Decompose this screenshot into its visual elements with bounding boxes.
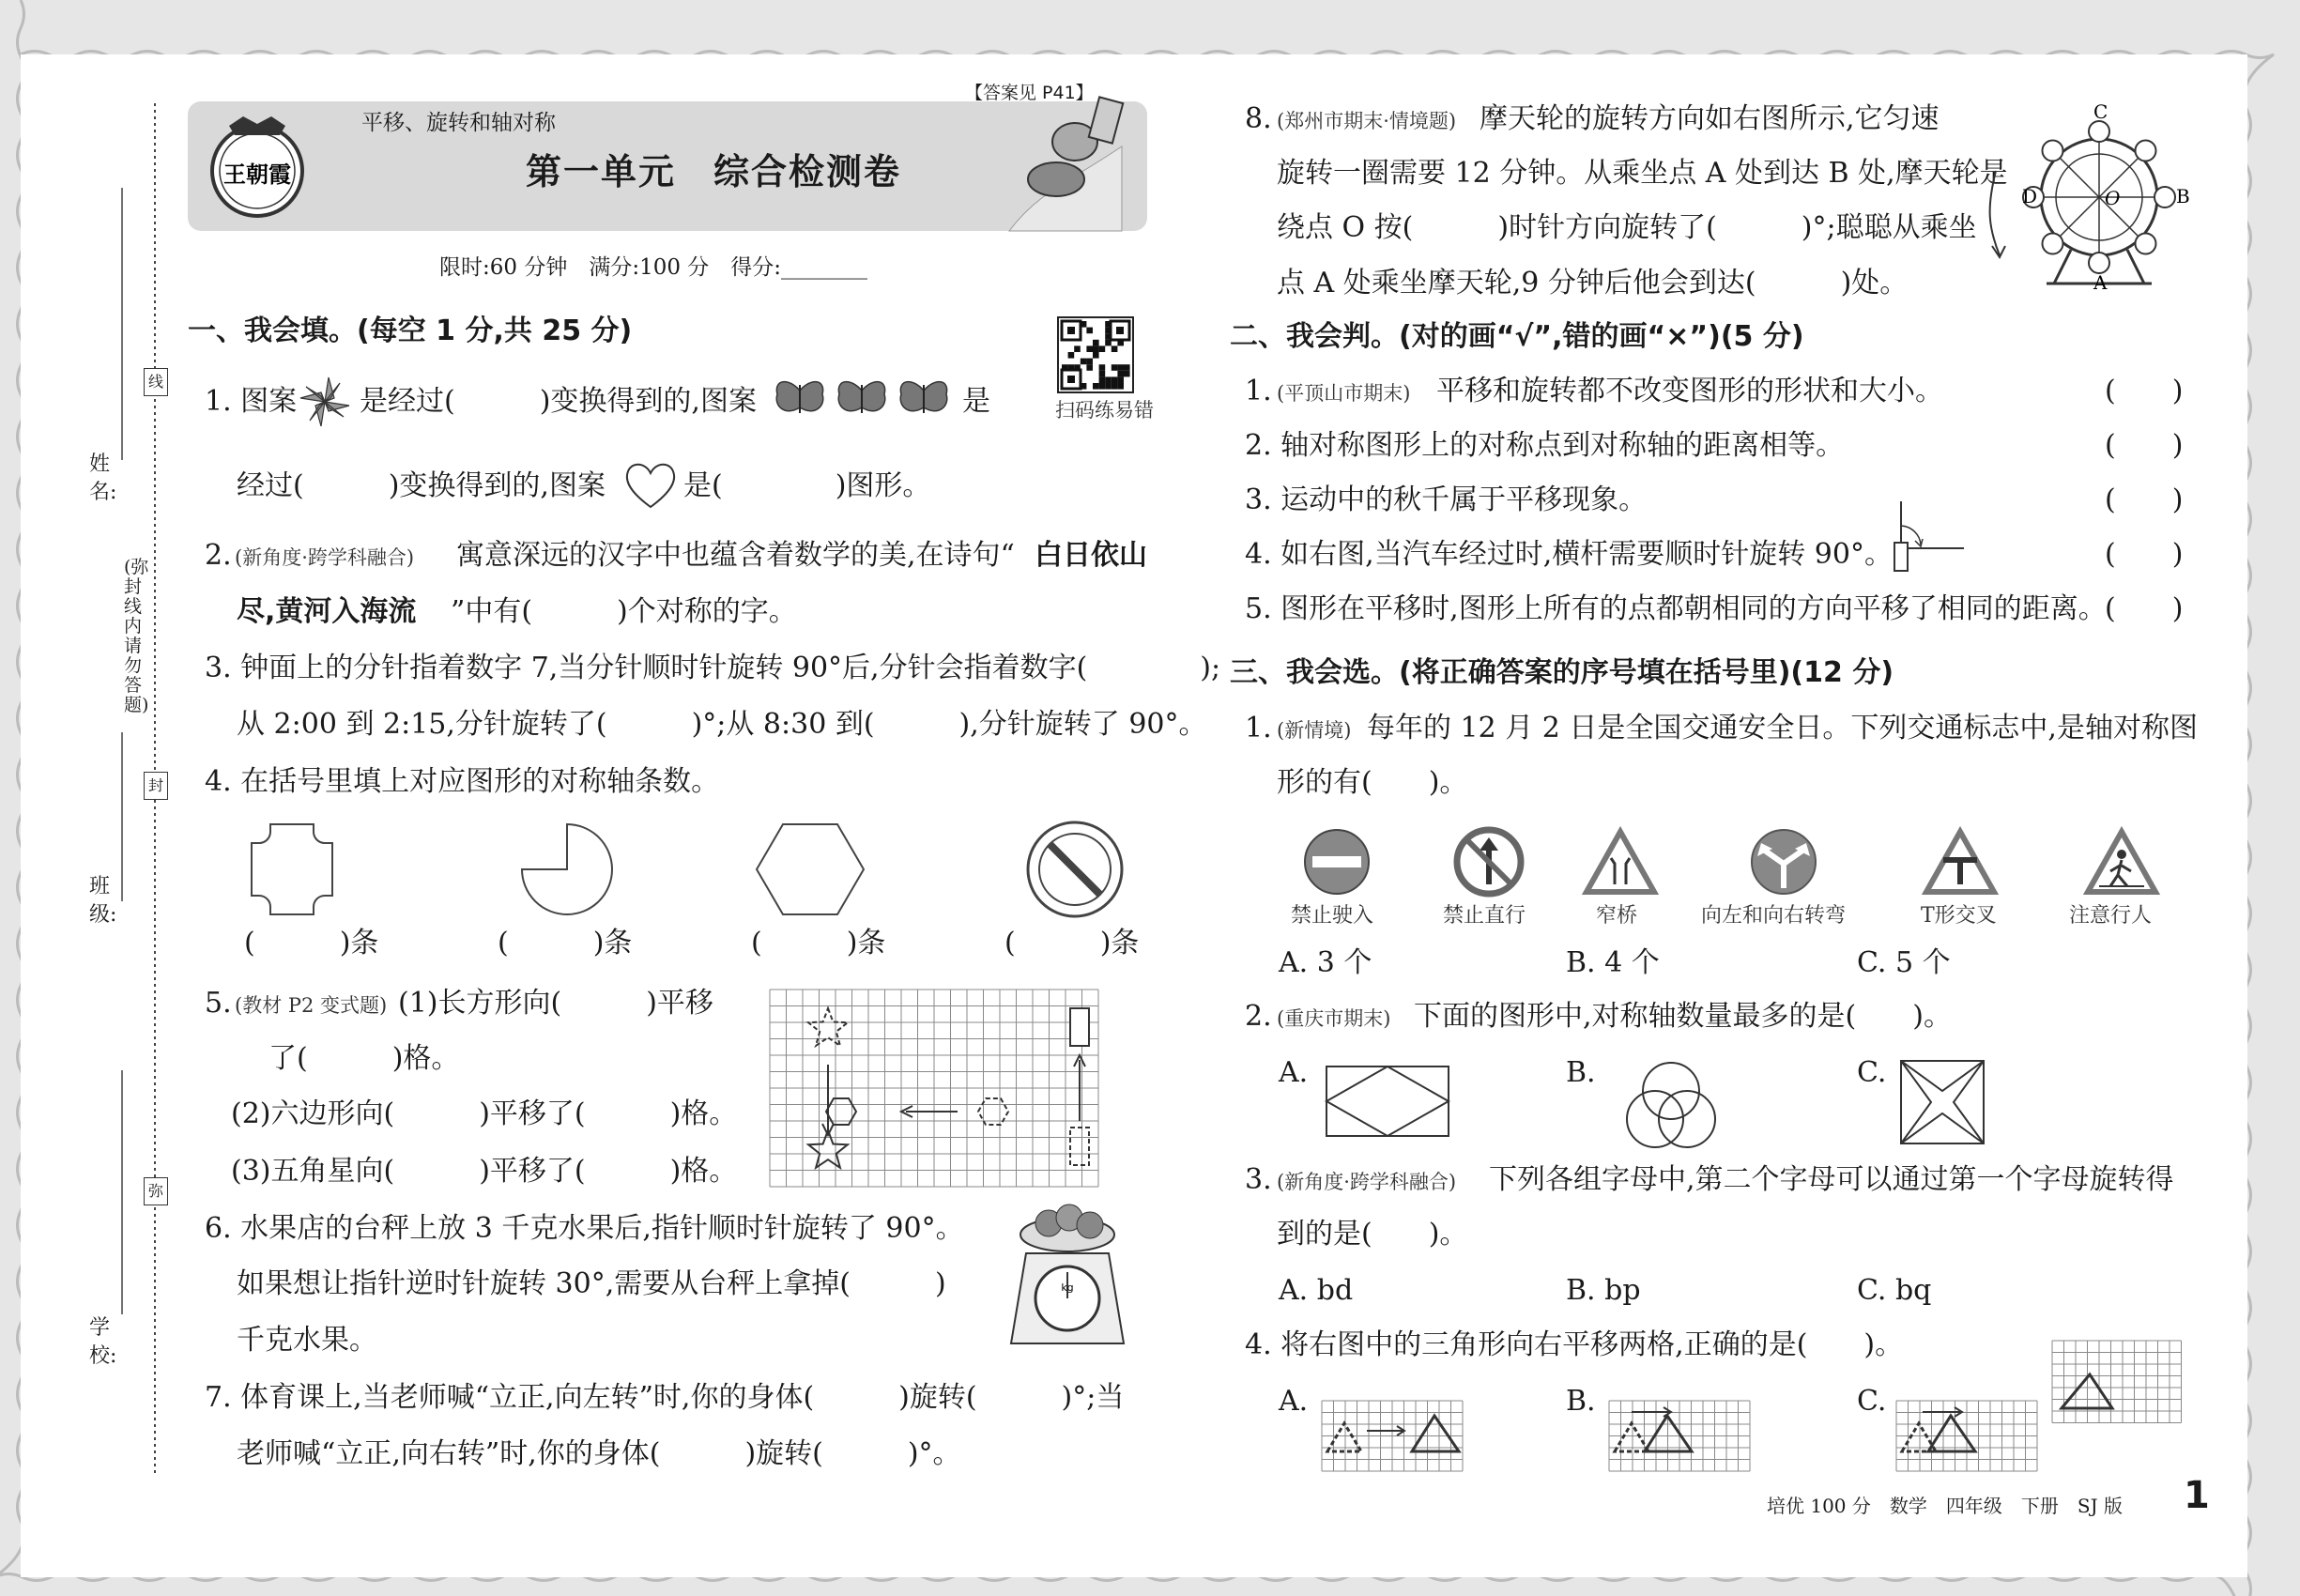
q6-line2: 如果想让指针逆时针旋转 30°,需要从台秤上拿掉( ) bbox=[237, 1267, 946, 1300]
q6-line3: 千克水果。 bbox=[237, 1324, 377, 1357]
class-label: 班级: bbox=[89, 875, 117, 927]
sec1-title: 一、我会填。(每空 1 分,共 25 分) bbox=[188, 315, 633, 347]
hexagon-shape bbox=[757, 824, 864, 914]
octagon-shape bbox=[252, 824, 332, 914]
sign-t-junction bbox=[1926, 832, 1994, 892]
sign-label-2: 禁止直行 bbox=[1443, 904, 1526, 928]
q8-line3: 绕点 O 按( )时针方向旋转了( )°;聪聪从乘坐 bbox=[1277, 211, 1977, 244]
j3-text: 3. 运动中的秋千属于平移现象。 bbox=[1245, 483, 1648, 516]
sec2-title: 二、我会判。(对的画“√”,错的画“×”)(5 分) bbox=[1230, 320, 1804, 353]
rect-rhombus-figure bbox=[1326, 1067, 1449, 1136]
q5-part3: (3)五角星向( )平移了( )格。 bbox=[231, 1155, 738, 1188]
svg-text:王朝霞: 王朝霞 bbox=[223, 161, 291, 188]
wheel-label-a: A bbox=[2093, 271, 2108, 294]
j1-num: 1. bbox=[1245, 375, 1272, 407]
scale-unit: kg bbox=[1061, 1281, 1074, 1294]
school-label: 学校: bbox=[89, 1316, 117, 1368]
q1-text-a: 1. 图案 bbox=[205, 385, 298, 418]
q5-part2: (2)六边形向( )平移了( )格。 bbox=[231, 1097, 738, 1130]
c2-num: 2. bbox=[1245, 1000, 1272, 1033]
q8-num: 8. bbox=[1245, 102, 1272, 135]
wheel-label-o: O bbox=[2105, 187, 2121, 209]
square-star-figure bbox=[1901, 1061, 1984, 1143]
j5-answer[interactable]: ( ) bbox=[2105, 592, 2184, 625]
c1-option-c[interactable]: C. 5 个 bbox=[1857, 946, 1951, 979]
seal-seal-box: 封 bbox=[144, 772, 168, 800]
c3-num: 3. bbox=[1245, 1163, 1272, 1196]
c1-num: 1. bbox=[1245, 712, 1272, 744]
c2-figures bbox=[1319, 1053, 2183, 1157]
q2-poem-2: 尽,黄河入海流 bbox=[237, 595, 417, 628]
sign-turn-left-right bbox=[1752, 830, 1816, 894]
c4-option-grids bbox=[1322, 1374, 2223, 1478]
fruit-scale-icon bbox=[1007, 1206, 1129, 1347]
c2-tag: (重庆市期末) bbox=[1277, 1007, 1391, 1030]
q3-line2: 从 2:00 到 2:15,分针旋转了( )°;从 8:30 到( ),分针旋转了 90°。 bbox=[237, 708, 1207, 741]
q2-num: 2. bbox=[205, 539, 232, 572]
q4-blank-4[interactable]: ( )条 bbox=[1004, 927, 1140, 959]
no-entry-circle-shape bbox=[1028, 822, 1122, 916]
j4-answer[interactable]: ( ) bbox=[2105, 538, 2184, 571]
j2-text: 2. 轴对称图形上的对称点到对称轴的距离相等。 bbox=[1245, 429, 1845, 462]
c2-option-c[interactable]: C. bbox=[1857, 1056, 1887, 1089]
header-topic: 平移、旋转和轴对称 bbox=[361, 111, 556, 135]
sign-pedestrian bbox=[2088, 832, 2155, 892]
sign-narrow-bridge bbox=[1587, 832, 1654, 892]
exam-limits: 限时:60 分钟 满分:100 分 得分:________ bbox=[439, 255, 868, 280]
q7-line2: 老师喊“立正,向右转”时,你的身体( )旋转( )°。 bbox=[237, 1437, 961, 1470]
q1-text-b: 是经过( )变换得到的,图案 bbox=[360, 385, 757, 418]
sign-label-3: 窄桥 bbox=[1596, 904, 1638, 928]
c4-option-b[interactable]: B. bbox=[1566, 1385, 1596, 1418]
q5-tag: (教材 P2 变式题) bbox=[235, 994, 388, 1017]
qr-caption: 扫码练易错 bbox=[1055, 399, 1154, 422]
ferris-wheel-figure bbox=[1968, 100, 2193, 294]
c2-text: 下面的图形中,对称轴数量最多的是( )。 bbox=[1414, 1000, 1952, 1033]
wheel-label-c: C bbox=[2093, 100, 2108, 123]
wheel-label-b: B bbox=[2176, 185, 2190, 207]
butterflies-icon bbox=[772, 374, 959, 430]
sign-label-1: 禁止驶入 bbox=[1291, 904, 1374, 928]
answer-ref: 【答案见 P41】 bbox=[965, 83, 1094, 103]
c3-option-b[interactable]: B. bp bbox=[1566, 1274, 1641, 1307]
q2-text-end: ”中有( )个对称的字。 bbox=[451, 595, 797, 628]
c1-option-a[interactable]: A. 3 个 bbox=[1279, 946, 1372, 979]
name-label: 姓名: bbox=[89, 453, 117, 504]
q4-blank-3[interactable]: ( )条 bbox=[751, 927, 886, 959]
q8-line2: 旋转一圈需要 12 分钟。从乘坐点 A 处到达 B 处,摩天轮是 bbox=[1277, 157, 2008, 190]
c4-option-a[interactable]: A. bbox=[1279, 1385, 1309, 1418]
j4-text: 4. 如右图,当汽车经过时,横杆需要顺时针旋转 90°。 bbox=[1245, 538, 1893, 571]
q5-part1-end: 了( )格。 bbox=[268, 1042, 460, 1075]
heart-icon bbox=[622, 460, 679, 511]
c3-option-c[interactable]: C. bq bbox=[1857, 1274, 1932, 1307]
mascot-illustration bbox=[1000, 90, 1131, 231]
c4-text: 4. 将右图中的三角形向右平移两格,正确的是( )。 bbox=[1245, 1328, 1904, 1361]
c1-text-2: 形的有( )。 bbox=[1277, 766, 1468, 799]
wheel-label-d: D bbox=[2022, 185, 2038, 207]
q5-part1: (1)长方形向( )平移 bbox=[398, 987, 713, 1020]
q3-line1: 3. 钟面上的分针指着数字 7,当分针顺时针旋转 90°后,分针会指着数字( ); bbox=[205, 652, 1221, 684]
unit-title: 第一单元 综合检测卷 bbox=[526, 151, 902, 192]
q5-num: 5. bbox=[205, 987, 232, 1020]
brand-logo bbox=[201, 113, 314, 225]
page-number: 1 bbox=[2184, 1474, 2210, 1517]
sec3-title: 三、我会选。(将正确答案的序号填在括号里)(12 分) bbox=[1230, 656, 1894, 689]
q5-grid-figure bbox=[770, 990, 1127, 1187]
c1-text: 每年的 12 月 2 日是全国交通安全日。下列交通标志中,是轴对称图 bbox=[1367, 712, 2198, 744]
j1-text: 平移和旋转都不改变图形的形状和大小。 bbox=[1436, 375, 1943, 407]
q2-text: 寓意深远的汉字中也蕴含着数学的美,在诗句“ bbox=[456, 539, 1015, 572]
q4-text: 4. 在括号里填上对应图形的对称轴条数。 bbox=[205, 765, 720, 798]
j5-text: 5. 图形在平移时,图形上所有的点都朝相同的方向平移了相同的距离。 bbox=[1245, 592, 2107, 625]
qr-code[interactable] bbox=[1058, 317, 1133, 392]
binding-warning: (弥封线内请勿答题) bbox=[124, 557, 149, 715]
q8-line4: 点 A 处乘坐摩天轮,9 分钟后他会到达( )处。 bbox=[1277, 267, 1909, 299]
j1-answer[interactable]: ( ) bbox=[2105, 375, 2184, 407]
j2-answer[interactable]: ( ) bbox=[2105, 429, 2184, 462]
q7-line1: 7. 体育课上,当老师喊“立正,向左转”时,你的身体( )旋转( )°;当 bbox=[205, 1381, 1125, 1414]
seal-mi-box: 弥 bbox=[144, 1177, 168, 1205]
q4-shapes bbox=[235, 817, 1173, 929]
sign-no-entry bbox=[1305, 830, 1369, 894]
c3-text: 下列各组字母中,第二个字母可以通过第一个字母旋转得 bbox=[1489, 1163, 2174, 1196]
q4-blank-1[interactable]: ( )条 bbox=[244, 927, 379, 959]
j3-answer[interactable]: ( ) bbox=[2105, 483, 2184, 516]
c3-option-a[interactable]: A. bd bbox=[1279, 1274, 1354, 1307]
sign-label-5: T形交叉 bbox=[1921, 904, 1997, 928]
c4-option-c[interactable]: C. bbox=[1857, 1385, 1887, 1418]
q1-text-e: 是( )图形。 bbox=[683, 469, 931, 502]
q8-tag: (郑州市期末·情境题) bbox=[1277, 110, 1457, 132]
q1-text-c: 是 bbox=[962, 385, 990, 418]
c2-option-b[interactable]: B. bbox=[1566, 1056, 1596, 1089]
q8-line1: 摩天轮的旋转方向如右图所示,它匀速 bbox=[1480, 102, 1940, 135]
pinwheel-icon bbox=[299, 374, 351, 430]
sign-label-6: 注意行人 bbox=[2069, 904, 2153, 928]
c3-tag: (新角度·跨学科融合) bbox=[1277, 1171, 1457, 1193]
c1-option-b[interactable]: B. 4 个 bbox=[1566, 946, 1660, 979]
q1-text-d: 经过( )变换得到的,图案 bbox=[237, 469, 606, 502]
barrier-gate-icon bbox=[1887, 498, 1971, 573]
three-quarter-circle-shape bbox=[522, 824, 612, 914]
q4-blank-2[interactable]: ( )条 bbox=[498, 927, 633, 959]
q2-poem-1: 白日依山 bbox=[1035, 539, 1147, 572]
seal-line-box: 线 bbox=[144, 368, 168, 396]
sign-no-straight bbox=[1457, 830, 1521, 894]
q2-tag: (新角度·跨学科融合) bbox=[235, 546, 415, 569]
traffic-signs bbox=[1296, 826, 2197, 901]
j1-tag: (平顶山市期末) bbox=[1277, 382, 1411, 405]
q6-line1: 6. 水果店的台秤上放 3 千克水果后,指针顺时针旋转了 90°。 bbox=[205, 1212, 964, 1245]
sign-label-4: 向左和向右转弯 bbox=[1701, 904, 1847, 928]
c1-tag: (新情境) bbox=[1277, 719, 1352, 742]
c2-option-a[interactable]: A. bbox=[1279, 1056, 1309, 1089]
c3-text-2: 到的是( )。 bbox=[1277, 1218, 1468, 1251]
three-arcs-figure bbox=[1627, 1063, 1715, 1147]
footer-book-info: 培优 100 分 数学 四年级 下册 SJ 版 bbox=[1767, 1495, 2123, 1517]
